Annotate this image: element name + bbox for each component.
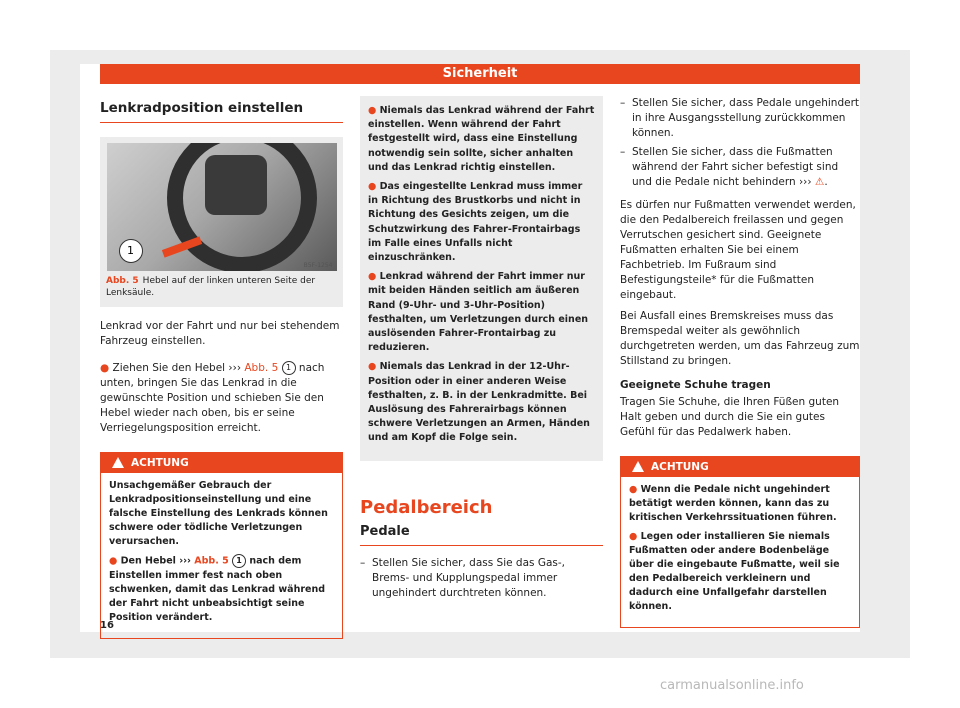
bullet-icon: ●: [629, 531, 638, 542]
warning-bullet: [629, 530, 851, 614]
steering-wheel-illustration: [107, 143, 337, 271]
bullet-icon: ●: [109, 555, 118, 567]
figure: [100, 137, 343, 307]
dash-item: – Stellen Sie sicher, dass die Fußmatten während der Fahrt sicher befestigt sind und die Pedale nicht behindern ››› ⚠.: [620, 145, 860, 190]
figure-link[interactable]: Abb. 5: [194, 555, 229, 567]
warning-bullet: [368, 360, 595, 445]
steering-wheel-hub: [205, 155, 267, 215]
warning-bullet-text: Niemals das Lenkrad während der Fahrt einstellen. Wenn während der Fahrt festgestellt wird, dass eine Einstellung notwendig sein sollte, sicher anhalten und das Lenkrad richtig einstellen.: [368, 105, 595, 173]
warning-bullet: [629, 483, 851, 525]
warning-body: [621, 477, 859, 627]
figure-link[interactable]: Abb. 5: [244, 362, 279, 374]
warning-bullet-text: Lenkrad während der Fahrt immer nur mit beiden Händen seitlich am äußeren Rand (9-Uhr- und 3-Uhr-Position) festhalten, um Verletzungen durch einen auslösenden Fahrer-Frontairbag zu reduzieren.: [368, 271, 589, 354]
instruction-step: [100, 361, 343, 436]
bullet-icon: ●: [629, 484, 638, 495]
bullet-icon: ●: [368, 181, 377, 193]
warning-triangle-icon[interactable]: ⚠: [814, 176, 825, 188]
warning-header: [621, 457, 859, 477]
warning-box: [100, 452, 343, 639]
column-right: [620, 96, 860, 628]
warning-bullet: [368, 270, 595, 355]
bullet-icon: ●: [100, 362, 110, 374]
column-left: [100, 96, 343, 639]
caption-label: Abb. 5: [106, 276, 139, 286]
watermark: carmanualsonline.info: [660, 678, 804, 693]
column-middle: [360, 96, 603, 605]
dash-item: – Stellen Sie sicher, dass Sie das Gas-, Brems- und Kupplungspedal immer ungehindert durchtreten können.: [360, 556, 603, 601]
figure-reference: B5F-1254: [303, 262, 333, 269]
paragraph: Bei Ausfall eines Bremskreises muss das Bremspedal weiter als gewöhnlich durchgetreten werden, um das Fahrzeug zum Stillstand zu bringen.: [620, 310, 860, 367]
warning-body: [101, 473, 342, 638]
warning-bullet: [109, 554, 334, 625]
paragraph: Tragen Sie Schuhe, die Ihren Füßen guten Halt geben und durch die Sie ein gutes Gefühl für das Pedalwerk haben.: [620, 396, 840, 438]
callout-ref: 1: [282, 361, 296, 375]
bullet-icon: ●: [368, 361, 377, 373]
warning-bullet: [368, 180, 595, 265]
warning-header: [101, 453, 342, 473]
intro-paragraph: Lenkrad vor der Fahrt und nur bei stehendem Fahrzeug einstellen.: [100, 320, 340, 347]
warning-bullet-pre: Den Hebel ›››: [120, 555, 195, 567]
callout-number: 1: [119, 239, 143, 263]
warning-label: ACHTUNG: [131, 457, 189, 469]
warning-triangle-icon: [632, 461, 644, 472]
callout-ref: 1: [232, 554, 246, 568]
bullet-icon: ●: [368, 271, 377, 283]
warning-bullet-post: nach dem Einstellen immer fest nach oben schwenken, damit das Lenkrad während der Fahrt nicht unbeabsichtigt seine Position verändert.: [109, 555, 326, 623]
warning-bullet: [368, 104, 595, 175]
figure-caption: [100, 271, 343, 299]
subheading: Geeignete Schuhe tragen: [620, 379, 771, 391]
warning-bullet-text: Das eingestellte Lenkrad muss immer in Richtung des Brustkorbs und nicht in Richtung des Gesichts zeigen, um die Schutzwirkung des Fahrer-Frontairbags im Falle eines Unfalls nicht einzuschränken.: [368, 181, 583, 264]
bullet-icon: ●: [368, 105, 377, 116]
warning-bullet-text: Wenn die Pedale nicht ungehindert betätigt werden können, kann das zu kritischen Verkehrssituationen führen.: [629, 484, 837, 523]
warning-label: ACHTUNG: [651, 461, 709, 473]
caption-text: Hebel auf der linken unteren Seite der Lenksäule.: [106, 276, 316, 298]
step-text-pre: Ziehen Sie den Hebel ›››: [112, 362, 245, 374]
warning-text: Unsachgemäßer Gebrauch der Lenkradpositionseinstellung und eine falsche Einstellung des Lenkrads können schwere oder tödliche Verletzungen verursachen.: [109, 480, 328, 547]
warning-continuation-box: [360, 96, 603, 461]
section-header: Sicherheit: [100, 64, 860, 84]
page-number: 16: [100, 620, 114, 631]
warning-box: [620, 456, 860, 628]
warning-triangle-icon: [112, 457, 124, 468]
subsection-title: Pedale: [360, 524, 603, 546]
section-title: Lenkradposition einstellen: [100, 100, 343, 123]
dash-item: – Stellen Sie sicher, dass Pedale ungehindert in ihre Ausgangsstellung zurückkommen können.: [620, 96, 860, 141]
chapter-title: Pedalbereich: [360, 496, 493, 518]
step-text-post: nach unten, bringen Sie das Lenkrad in die gewünschte Position und schieben Sie den Hebel wieder nach oben, bis er seine Verriegelungsposition erreicht.: [100, 362, 325, 434]
paragraph: Es dürfen nur Fußmatten verwendet werden, die den Pedalbereich freilassen und gegen Verrutschen gesichert sind. Geeignete Fußmatten erhalten Sie bei einem Fachbetrieb. Im Fußraum sind Befestigungsteile* für die Fußmatten eingebaut.: [620, 199, 856, 301]
warning-bullet-text: Niemals das Lenkrad in der 12-Uhr-Position oder in einer anderen Weise festhalten, z. B. in der Lenkradmitte. Bei Auslösung des Fahrerairbags können schwere Verletzungen an Armen, Händen und am Kopf die Folge sein.: [368, 361, 590, 444]
warning-bullet-text: Legen oder installieren Sie niemals Fußmatten oder andere Bodenbeläge über die eingebaute Fußmatte, weil sie den Pedalbereich verkleinern und dadurch eine Unfallgefahr darstellen können.: [629, 531, 840, 612]
dash-item-text: Stellen Sie sicher, dass die Fußmatten während der Fahrt sicher befestigt sind und die Pedale nicht behindern ›››: [632, 146, 839, 188]
